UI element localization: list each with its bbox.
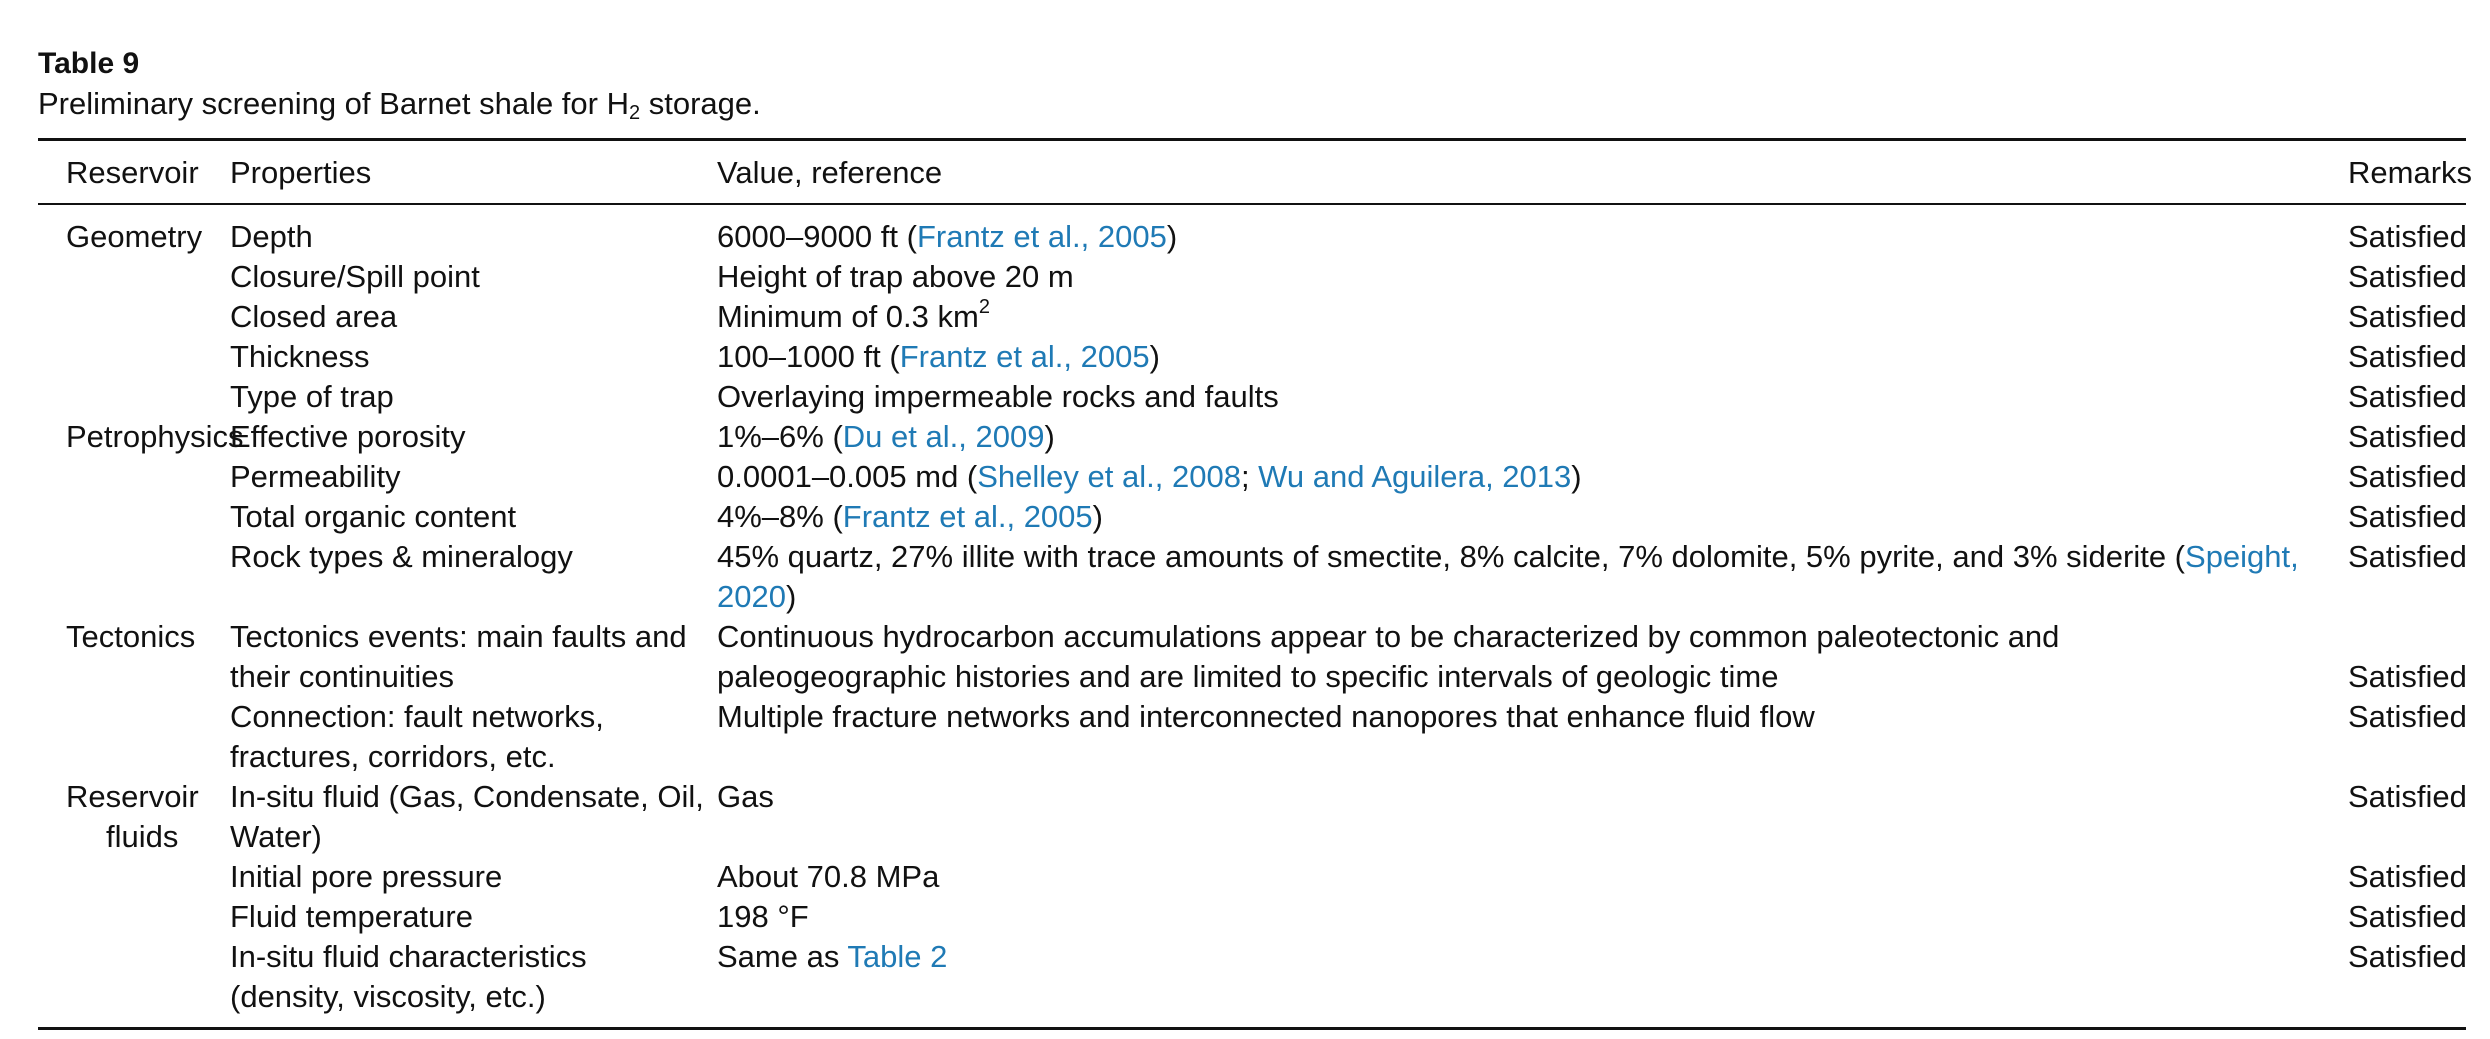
remarks-cell: Satisfied [2348,299,2467,334]
table-row [38,337,2466,377]
table-label: Table 9 [38,47,140,80]
reference-link[interactable]: Table 2 [847,939,948,974]
table-row [38,537,2466,617]
header-reservoir: Reservoir [66,155,199,190]
value-cell [717,937,2348,1017]
reference-link[interactable]: 2020 [717,579,786,614]
caption-subscript: 2 [628,102,641,124]
table-caption [38,84,2466,124]
value-cell: Gas [717,779,774,814]
property-line: Tectonics events: main faults and [230,619,687,654]
reference-link[interactable]: Frantz et al., 2005 [842,499,1093,534]
table-row [38,697,2466,777]
table-row [38,377,2466,417]
header-value: Value, reference [717,155,943,190]
header-properties: Properties [230,155,372,190]
reference-link[interactable]: Shelley et al., 2008 [977,459,1241,494]
value-cell [717,337,2348,377]
value-text: Same as [717,939,848,974]
property-cell: Depth [230,219,313,254]
remarks-cell: Satisfied [2348,339,2467,374]
value-cell [717,457,2348,497]
table-row [38,417,2466,457]
value-cell: About 70.8 MPa [717,859,940,894]
value-text: 4%–8% ( [717,499,843,534]
remarks-cell: Satisfied [2348,859,2467,894]
property-cell: Effective porosity [230,419,466,454]
remarks-cell [2348,617,2466,697]
property-line: Water) [230,819,322,854]
value-text: ) [1149,339,1160,374]
table-row [38,857,2466,897]
reference-link[interactable]: Wu and Aguilera, 2013 [1258,459,1572,494]
remarks-cell: Satisfied [2348,419,2467,454]
reference-link[interactable]: Frantz et al., 2005 [899,339,1150,374]
table-row [38,937,2466,1017]
property-cell [230,937,717,1017]
reservoir-line: fluids [106,819,179,854]
value-cell: 198 °F [717,899,809,934]
value-text: 6000–9000 ft ( [717,219,917,254]
reservoir-line: Reservoir [66,779,199,814]
remarks-cell: Satisfied [2348,899,2467,934]
reference-link[interactable]: Frantz et al., 2005 [916,219,1167,254]
property-cell: Rock types & mineralogy [230,539,573,574]
property-cell: Fluid temperature [230,899,473,934]
value-text: ) [1166,219,1178,254]
value-cell: Overlaying impermeable rocks and faults [717,379,1279,414]
property-line: (density, viscosity, etc.) [230,979,546,1014]
value-cell [717,497,2348,537]
caption-text: Preliminary screening of Barnet shale for H [38,86,629,121]
property-cell: Thickness [230,339,370,374]
header-remarks: Remarks [2348,155,2473,190]
remarks-cell: Satisfied [2348,459,2467,494]
value-text: 100–1000 ft ( [717,339,900,374]
property-cell [230,777,717,857]
property-cell: Type of trap [230,379,394,414]
table-row [38,497,2466,537]
remarks-cell: Satisfied [2348,539,2467,574]
table-9 [38,44,2473,1030]
property-line: In-situ fluid characteristics [230,939,587,974]
remarks-cell: Satisfied [2348,499,2467,534]
value-cell [717,617,2348,697]
property-line: Connection: fault networks, [230,699,604,734]
remarks-text: Satisfied [2348,659,2467,694]
caption-text-end: storage. [640,86,761,121]
value-line: Continuous hydrocarbon accumulations appear to be characterized by common paleotectonic and [717,619,2060,654]
value-text: Minimum of 0.3 km [717,299,979,334]
reservoir-cell [38,777,230,857]
table-row [38,617,2466,697]
table-row [38,297,2466,337]
remarks-cell: Satisfied [2348,379,2467,414]
superscript: 2 [978,296,990,318]
remarks-cell: Satisfied [2348,219,2467,254]
property-line: fractures, corridors, etc. [230,739,556,774]
table-row [38,897,2466,937]
property-cell [230,617,717,697]
value-cell [717,297,2348,337]
value-cell [717,537,2348,617]
bottom-rule [38,1027,2466,1030]
value-line: paleogeographic histories and are limited to specific intervals of geologic time [717,659,1779,694]
value-text: ) [1571,459,1582,494]
reservoir-cell: Petrophysics [66,419,244,454]
property-cell: Closed area [230,299,398,334]
value-text: 1%–6% ( [717,419,843,454]
table-row [38,777,2466,857]
value-cell: Height of trap above 20 m [717,259,1074,294]
remarks-cell: Satisfied [2348,779,2467,814]
value-cell [717,417,2348,457]
value-text: 45% quartz, 27% illite with trace amounts of smectite, 8% calcite, 7% dolomite, 5% pyrite, and 3% siderite ( [717,539,2186,574]
property-cell: Closure/Spill point [230,259,480,294]
value-cell [717,205,2348,257]
property-line: their continuities [230,659,455,694]
screening-table [38,141,2473,1017]
property-cell [230,697,717,777]
table-row [38,457,2466,497]
remarks-cell: Satisfied [2348,939,2467,974]
property-cell: Total organic content [230,499,517,534]
reference-link[interactable]: Du et al., 2009 [842,419,1045,454]
value-text: ) [785,579,797,614]
reservoir-cell: Tectonics [66,619,196,654]
reference-link[interactable]: Speight, [2185,539,2299,574]
remarks-cell: Satisfied [2348,699,2467,734]
value-cell: Multiple fracture networks and interconnected nanopores that enhance fluid flow [717,699,1815,734]
property-line: In-situ fluid (Gas, Condensate, Oil, [230,779,704,814]
value-text: ) [1092,499,1103,534]
table-row [38,257,2466,297]
value-text: 0.0001–0.005 md ( [717,459,978,494]
value-text: ) [1044,419,1055,454]
reservoir-cell: Geometry [66,219,203,254]
header-row [38,141,2466,203]
remarks-cell: Satisfied [2348,259,2467,294]
value-text: ; [1240,459,1259,494]
table-row [38,205,2466,257]
property-cell: Initial pore pressure [230,859,503,894]
property-cell: Permeability [230,459,401,494]
